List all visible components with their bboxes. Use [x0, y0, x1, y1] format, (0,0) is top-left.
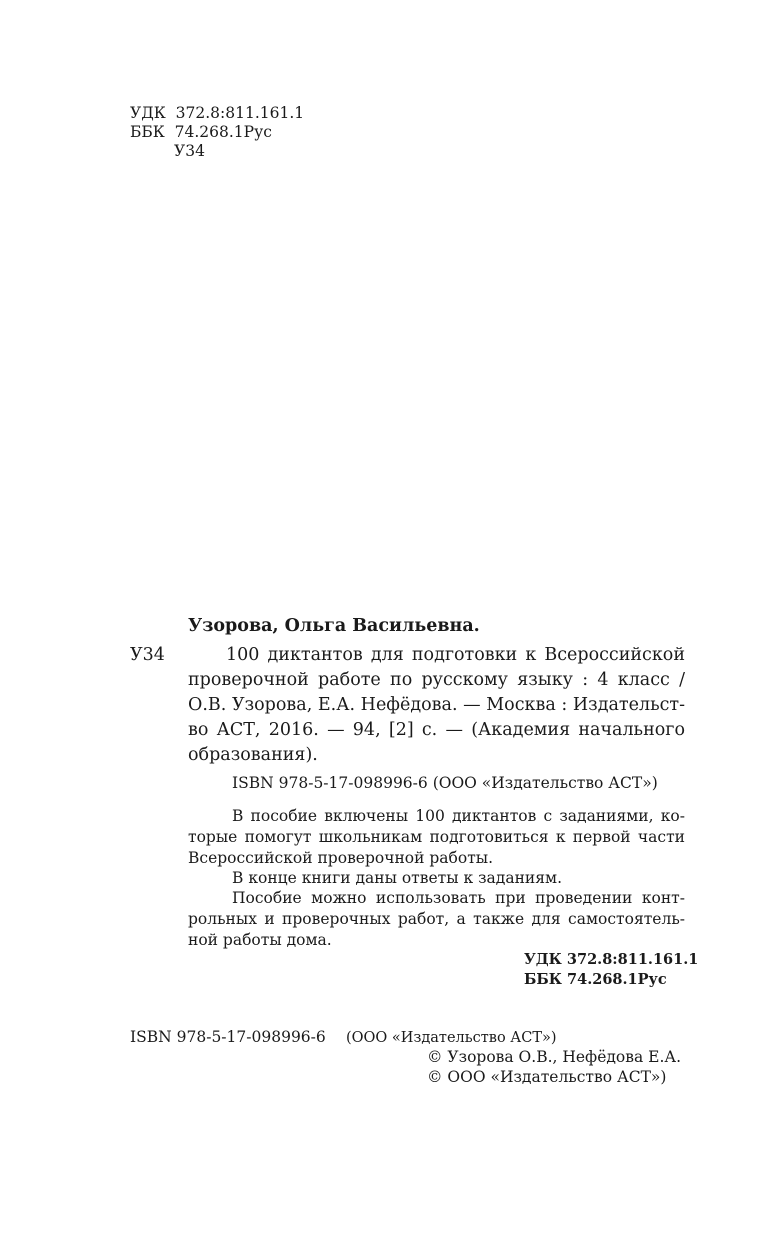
annotation-line: В конце книги даны ответы к заданиям.: [232, 869, 563, 887]
copyright-authors: © Узорова О.В., Нефёдова Е.А.: [427, 1048, 682, 1066]
record-bbk: ББК 74.268.1Рус: [524, 971, 667, 988]
description-line: образования).: [188, 745, 318, 765]
record-author-mark: У34: [130, 645, 165, 665]
author-heading: Узорова, Ольга Васильевна.: [188, 616, 480, 636]
copyright-publisher: © ООО «Издательство АСТ»): [427, 1068, 667, 1086]
annotation-line: Всероссийской проверочной работы.: [188, 849, 494, 867]
description-line: проверочной работе по русскому языку : 4 класс /: [188, 670, 685, 690]
footer-isbn: ISBN 978-5-17-098996-6: [130, 1028, 326, 1046]
author-mark: У34: [174, 142, 205, 160]
record-udk: УДК 372.8:811.161.1: [524, 951, 699, 968]
annotation-line: рольных и проверочных работ, а также для самостоятель-: [188, 910, 685, 928]
annotation-line: ной работы дома.: [188, 931, 332, 949]
footer-publisher: (ООО «Издательство АСТ»): [346, 1030, 557, 1046]
description-line: во АСТ, 2016. — 94, [2] с. — (Академия начального: [188, 720, 685, 740]
udk-code: УДК 372.8:811.161.1: [130, 104, 305, 122]
annotation-line: торые помогут школьникам подготовиться к первой части: [188, 828, 685, 846]
annotation-line: Пособие можно использовать при проведении конт-: [232, 889, 685, 907]
description-line: 100 диктантов для подготовки к Всероссийской: [226, 645, 685, 665]
record-isbn: ISBN 978-5-17-098996-6 (ООО «Издательство АСТ»): [232, 774, 658, 792]
description-line: О.В. Узорова, Е.А. Нефёдова. — Москва : Издательст-: [188, 695, 685, 715]
annotation-line: В пособие включены 100 диктантов с заданиями, ко-: [232, 807, 685, 825]
bbk-code: ББК 74.268.1Рус: [130, 123, 272, 141]
